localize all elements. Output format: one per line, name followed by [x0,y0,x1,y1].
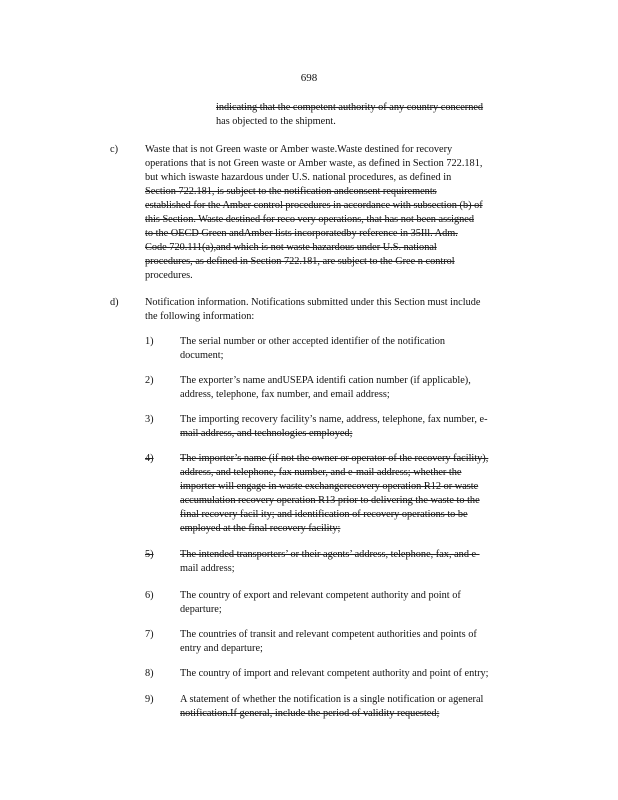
item-line: The country of export and relevant competent authority and point of [180,590,461,601]
item-line: final recovery facil ity; and identification of recovery operations to be [180,509,468,520]
section-c-line: procedures. [145,270,193,281]
section-c-line: this Section. Waste destined for reco very operations, that has not been assigned [145,214,474,225]
section-c-line: Section 722.181, is subject to the notification andconsent requirements [145,186,437,197]
section-c-line: established for the Amber control procedures in accordance with subsection (b) of [145,200,483,211]
item-line: notification.If general, include the period of validity requested; [180,708,440,719]
section-d-line: Notification information. Notifications submitted under this Section must include [145,297,481,308]
item-number: 3) [145,414,154,425]
item-line: The exporter’s name andUSEPA identifi cation number (if applicable), [180,375,471,386]
item-line: employed at the final recovery facility; [180,523,341,534]
item-number: 1) [145,336,154,347]
section-d-line: the following information: [145,311,255,322]
item-line: A statement of whether the notification is a single notification or ageneral [180,694,484,705]
item-number: 5) [145,549,154,560]
section-c-line: procedures, as defined in Section 722.181, are subject to the Gree n control [145,256,455,267]
page-number: 698 [300,72,318,84]
intro-line: has objected to the shipment. [216,116,336,127]
item-line: The serial number or other accepted identifier of the notification [180,336,446,347]
item-line: The importer’s name (if not the owner or operator of the recovery facility), [180,453,489,464]
item-line: mail address, and technologies employed; [180,428,353,439]
item-line: accumulation recovery operation R13 prior to delivering the waste to the [180,495,480,506]
section-c-line: operations that is not Green waste or Amber waste, as defined in Section 722.181, [145,158,483,169]
item-line: The countries of transit and relevant competent authorities and points of [180,629,477,640]
section-d-label: d) [110,297,119,308]
section-c-line: but which iswaste hazardous under U.S. national procedures, as defined in [145,172,452,183]
item-number: 6) [145,590,154,601]
item-line: address, and telephone, fax number, and e-mail address; whether the [180,467,462,478]
item-number: 8) [145,668,154,679]
item-line: importer will engage in waste exchangerecovery operation R12 or waste [180,481,479,492]
section-c-label: c) [110,144,118,155]
item-number: 9) [145,694,154,705]
item-line: mail address; [180,563,235,574]
item-number: 2) [145,375,154,386]
item-line: entry and departure; [180,643,263,654]
section-c-line: to the OECD Green andAmber lists incorporatedby reference in 35Ill. Adm. [145,228,458,239]
section-c-line: Code 720.111(a),and which is not waste hazardous under U.S. national [145,242,437,253]
item-line: address, telephone, fax number, and email address; [180,389,390,400]
item-line: The country of import and relevant competent authority and point of entry; [180,668,489,679]
section-c-line: Waste that is not Green waste or Amber waste.Waste destined for recovery [145,144,453,155]
intro-line: indicating that the competent authority of any country concerned [216,102,484,113]
item-line: departure; [180,604,222,615]
item-line: The intended transporters’ or their agents’ address, telephone, fax, and e- [180,549,480,560]
item-line: The importing recovery facility’s name, address, telephone, fax number, e- [180,414,488,425]
item-number: 4) [145,453,154,464]
item-line: document; [180,350,224,361]
item-number: 7) [145,629,154,640]
